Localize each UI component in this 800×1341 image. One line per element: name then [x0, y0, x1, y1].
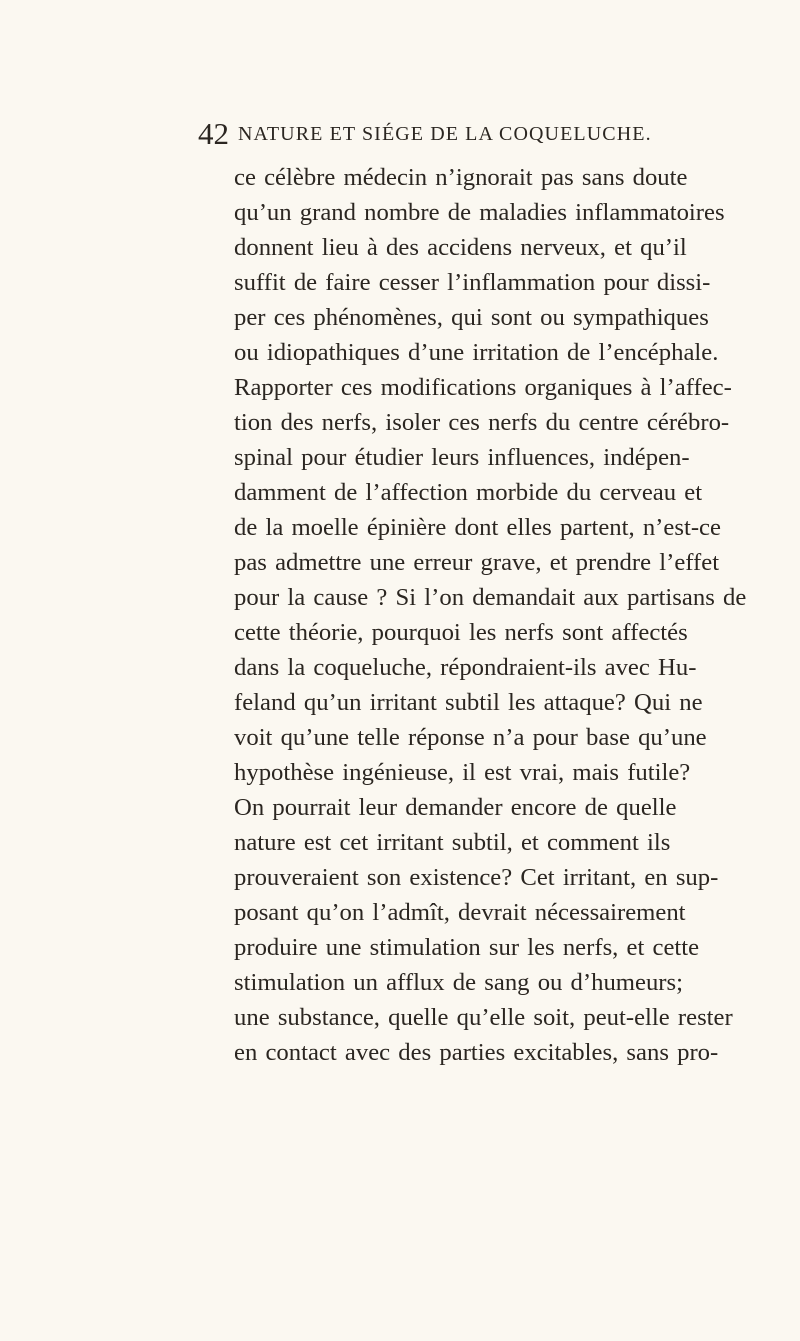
text-line-13: pour la cause ? Si l’on demandait aux partisans de — [234, 584, 747, 611]
text-line-3: donnent lieu à des accidens nerveux, et qu’il — [234, 234, 687, 261]
text-line-22: posant qu’on l’admît, devrait nécessairement — [234, 899, 686, 926]
text-line-1: ce célèbre médecin n’ignorait pas sans doute — [234, 164, 688, 191]
text-line-15: dans la coqueluche, répondraient-ils avec Hu- — [234, 654, 697, 681]
text-line-11: de la moelle épinière dont elles partent, n’est-ce — [234, 514, 721, 541]
body-paragraph — [234, 160, 747, 1070]
text-line-18: hypothèse ingénieuse, il est vrai, mais futile? — [234, 759, 691, 786]
text-line-23: produire une stimulation sur les nerfs, et cette — [234, 934, 700, 961]
page-number: 42 — [198, 116, 229, 151]
text-line-21: prouveraient son existence? Cet irritant, en sup- — [234, 864, 719, 891]
running-head — [198, 116, 718, 152]
text-line-9: spinal pour étudier leurs influences, indépen- — [234, 444, 690, 471]
text-line-7: Rapporter ces modifications organiques à l’affec- — [234, 374, 732, 401]
text-line-12: pas admettre une erreur grave, et prendre l’effet — [234, 549, 720, 576]
text-line-10: damment de l’affection morbide du cerveau et — [234, 479, 703, 506]
text-line-17: voit qu’une telle réponse n’a pour base qu’une — [234, 724, 707, 751]
running-title: NATURE ET SIÉGE DE LA COQUELUCHE. — [238, 123, 652, 145]
text-line-20: nature est cet irritant subtil, et comment ils — [234, 829, 671, 856]
text-line-14: cette théorie, pourquoi les nerfs sont affectés — [234, 619, 688, 646]
text-line-6: ou idiopathiques d’une irritation de l’encéphale. — [234, 339, 719, 366]
text-line-2: qu’un grand nombre de maladies inflammatoires — [234, 199, 725, 226]
text-line-19: On pourrait leur demander encore de quelle — [234, 794, 677, 821]
text-line-8: tion des nerfs, isoler ces nerfs du centre cérébro- — [234, 409, 730, 436]
text-line-4: suffit de faire cesser l’inflammation pour dissi- — [234, 269, 711, 296]
text-line-25: une substance, quelle qu’elle soit, peut-elle rester — [234, 1004, 733, 1031]
text-line-24: stimulation un afflux de sang ou d’humeurs; — [234, 969, 683, 996]
text-line-26: en contact avec des parties excitables, sans pro- — [234, 1039, 719, 1066]
text-line-5: per ces phénomènes, qui sont ou sympathiques — [234, 304, 709, 331]
text-line-16: feland qu’un irritant subtil les attaque? Qui ne — [234, 689, 703, 716]
